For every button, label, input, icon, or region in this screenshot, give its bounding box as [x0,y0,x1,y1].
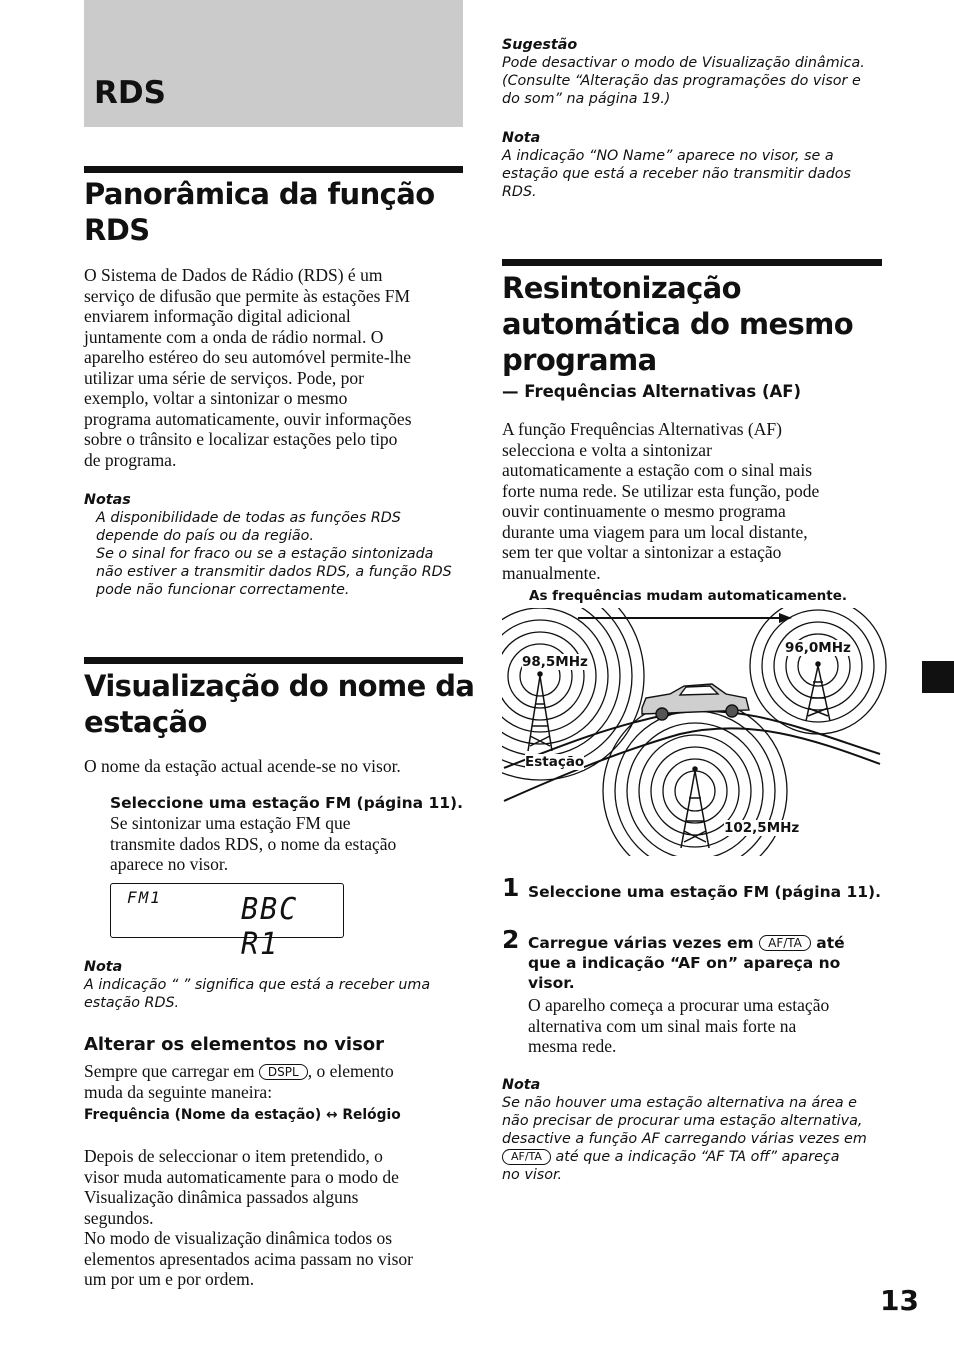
station-name-intro: O nome da estação actual acende-se no visor. [84,756,401,776]
double-arrow-icon: ↔ [326,1107,338,1123]
dynamic-display-text: Depois de seleccionar o item pretendido, o visor muda automaticamente para o modo de Visualização dinâmica passados alguns segundos. No modo de visualização dinâmica todos os elementos apresentados acima passam no visor um por um e por ordem. [84,1146,413,1289]
section-rule-overview [84,166,463,173]
left-tower-waves [500,586,644,780]
tip-title: Sugestão [502,37,578,53]
lcd-band: FM1 [127,888,162,907]
section-rule-af [502,259,882,266]
step2-number: 2 [502,925,520,954]
tip-body: Pode desactivar o modo de Visualização dinâmica. (Consulte “Alteração das programações do visor e do som” na página 19.) [502,55,865,107]
station-name-note-title: Nota [84,959,123,975]
page-tab-marker [922,661,954,693]
af-note-title: Nota [502,1077,541,1093]
display-items-text: Sempre que carregar em DSPL , o elemento muda da seguinte maneira: [84,1061,394,1102]
tower-bottom [681,767,709,848]
station-name-heading: Visualização do nome da estação [84,669,475,739]
overview-heading: Panorâmica da função RDS [84,177,435,247]
freq-label-left: 98,5MHz [522,654,588,670]
noname-note-body: A indicação “NO Name” aparece no visor, se a estação que está a receber não transmitir dados RDS. [502,148,851,200]
step2-body: O aparelho começa a procurar uma estação alternativa com um sinal mais forte na mesma rede. [528,995,830,1056]
step1-text: Seleccione uma estação FM (página 11). [528,883,882,901]
car-icon [642,684,749,720]
section-rule-station-name [84,657,463,664]
chapter-header-block [84,0,463,127]
display-cycle: Frequência (Nome da estação) ↔ Relógio [84,1107,401,1123]
freq-label-right: 96,0MHz [785,640,851,656]
tower-left [528,672,552,751]
af-body: A função Frequências Alternativas (AF) selecciona e volta a sintonizar automaticamente a estação com o sinal mais forte numa rede. Se utilizar esta função, pode ouvir continuamente o mesmo programa durante uma viagem para um local distante, sem ter que voltar a sintonizar a estação manualmente. [502,419,820,583]
af-subtitle: — Frequências Alternativas (AF) [502,382,802,401]
lcd-display [110,883,344,962]
af-ta-key: AF/TA [759,935,811,951]
af-note-body: Se não houver uma estação alternativa na área e não precisar de procurar uma estação alternativa, desactive a função AF carregando várias vezes em AF/TA até que a indicação “AF TA off” apareça no visor. [502,1095,867,1183]
chapter-title: RDS [94,75,166,111]
af-heading: Resintonização automática do mesmo programa [502,271,854,377]
overview-body: O Sistema de Dados de Rádio (RDS) é um serviço de difusão que permite às estações FM enviarem informação digital adicional juntamente com a onda de rádio normal. O aparelho estéreo do seu automóvel permite-lhe utilizar uma série de serviços. Pode, por exemplo, voltar a sintonizar o mesmo programa automaticamente, ouvir informações sobre o trânsito e localizar estações pelo tipo de programa. [84,265,412,470]
step1-number: 1 [502,873,520,902]
af-ta-key-note: AF/TA [502,1149,551,1165]
step2-text: Carregue várias vezes em AF/TA até que a indicação “AF on” apareça no visor. [528,934,845,992]
af-figure-caption: As frequências mudam automaticamente. [529,588,847,604]
station-name-note: A indicação “ ” significa que está a receber uma estação RDS. [84,977,431,1011]
dspl-key: DSPL [259,1064,308,1080]
overview-notes-title: Notas [84,492,131,508]
station-name-step-body: Se sintonizar uma estação FM que transmite dados RDS, o nome da estação aparece no visor. [110,813,397,874]
page-number: 13 [880,1284,919,1317]
display-items-subhead: Alterar os elementos no visor [84,1034,385,1055]
af-figure [500,586,890,856]
station-name-step-title: Seleccione uma estação FM (página 11). [110,794,464,812]
af-illustration [500,586,890,856]
freq-label-bottom: 102,5MHz [724,820,800,836]
noname-note-title: Nota [502,130,541,146]
lcd-station-name: BBC R1 [241,892,299,962]
station-label: Estação [525,754,585,770]
overview-notes: A disponibilidade de todas as funções RDS depende do país ou da região. Se o sinal for fraco ou se a estação sintonizada não estiver a transmitir dados RDS, a função RDS pode não funcionar correctamente. [96,510,452,598]
tower-right [806,662,830,721]
